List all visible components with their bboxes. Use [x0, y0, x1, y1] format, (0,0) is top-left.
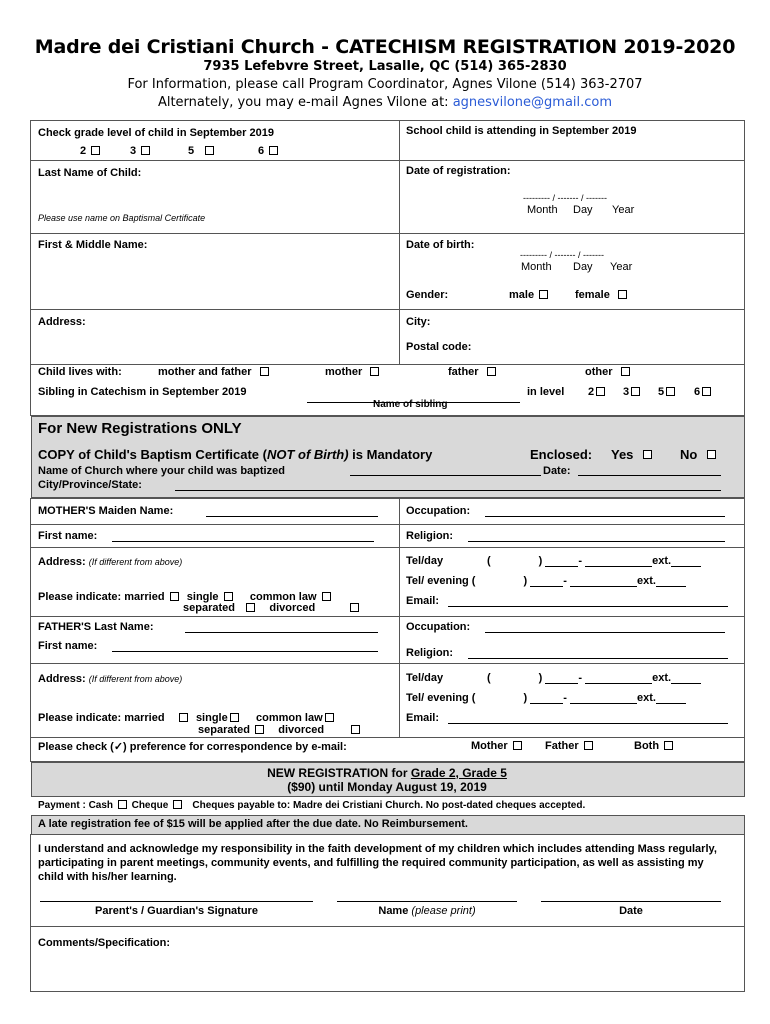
lives-with-label: Child lives with: [38, 366, 122, 378]
father-tel-evening-field[interactable]: Tel/ evening ( ) - ext. [406, 692, 686, 704]
sibling-level-label: in level [527, 386, 565, 398]
checkbox-icon [370, 367, 379, 376]
checkbox-icon [584, 741, 593, 750]
signature-field[interactable] [40, 889, 313, 902]
mother-maiden-field[interactable] [206, 505, 378, 517]
contact-email-link[interactable]: agnesvilone@gmail.com [452, 95, 613, 110]
father-email-label: Email: [406, 712, 440, 724]
mother-tel-evening-field[interactable]: Tel/ evening ( ) - ext. [406, 575, 686, 587]
day-caption: Day [573, 204, 593, 216]
father-religion-field[interactable] [468, 647, 728, 659]
checkbox-icon[interactable] [179, 713, 188, 722]
checkbox-icon [91, 146, 100, 155]
mother-marital-status-2: separated divorced [183, 602, 361, 614]
sibling-name-caption: Name of sibling [373, 399, 448, 410]
enclosed-label: Enclosed: [530, 447, 593, 462]
acknowledgement-text: I understand and acknowledge my responsibility in the faith development of my children which includes attending Mass regularly, participating in parent meetings, community events, and fulfilling the required community participation, as well as assisting my child with his/her learning. [38, 843, 717, 883]
signature-caption: Parent's / Guardian's Signature [95, 905, 258, 917]
sibling-name-field[interactable] [307, 385, 520, 397]
last-name-label: Last Name of Child: [38, 167, 142, 179]
comments-field[interactable] [38, 952, 738, 986]
lives-mother-father-option[interactable]: mother and father [158, 366, 271, 378]
correspondence-mother-option[interactable]: Mother [471, 740, 524, 752]
baptism-church-field[interactable] [350, 464, 541, 476]
mother-first-name-label: First name: [38, 530, 98, 542]
name-caption: Name (please print) [378, 905, 476, 917]
checkbox-icon [205, 146, 214, 155]
checkbox-icon [539, 290, 548, 299]
printed-name-field[interactable] [337, 889, 517, 902]
sibling-level-3[interactable]: 3 [623, 386, 642, 398]
baptism-certificate-note: COPY of Child's Baptism Certificate (NOT of Birth) is Mandatory [38, 447, 433, 462]
day-caption: Day [573, 261, 593, 273]
checkbox-icon[interactable] [170, 592, 179, 601]
father-occupation-label: Occupation: [406, 621, 471, 633]
baptism-city-label: City/Province/State: [38, 479, 142, 491]
grade-option-3[interactable]: 3 [130, 145, 152, 157]
info-line: For Information, please call Program Coordinator, Agnes Vilone (514) 363-2707 [127, 77, 643, 92]
checkbox-icon[interactable] [224, 592, 233, 601]
baptismal-note: Please use name on Baptismal Certificate [38, 213, 206, 223]
email-prefix: Alternately, you may e-mail Agnes Vilone at: [157, 95, 453, 110]
checkbox-icon [487, 367, 496, 376]
lives-mother-option[interactable]: mother [325, 366, 381, 378]
checkbox-icon[interactable] [230, 713, 239, 722]
fee-line-2: ($90) until Monday August 19, 2019 [287, 780, 487, 794]
payment-line: Payment : Cash Cheque Cheques payable to: Madre dei Cristiani Church. No post-dated cheques accepted. [38, 800, 586, 811]
month-caption: Month [521, 261, 552, 273]
gender-label: Gender: [406, 289, 449, 301]
gender-male-option[interactable]: male [509, 289, 550, 301]
checkbox-icon[interactable] [350, 603, 359, 612]
lives-father-option[interactable]: father [448, 366, 498, 378]
father-tel-day-label: Tel/day [406, 672, 444, 684]
correspondence-both-option[interactable]: Both [634, 740, 675, 752]
dob-label: Date of birth: [406, 239, 475, 251]
baptism-date-field[interactable] [578, 464, 721, 476]
checkbox-icon [141, 146, 150, 155]
registration-date-field[interactable]: --------- / ------- / ------- [523, 193, 607, 203]
signature-date-field[interactable] [541, 889, 721, 902]
email-line [0, 95, 770, 110]
year-caption: Year [612, 204, 635, 216]
checkbox-icon [643, 450, 652, 459]
school-label: School child is attending in September 2019 [406, 125, 637, 137]
father-religion-label: Religion: [406, 647, 454, 659]
checkbox-icon[interactable] [325, 713, 334, 722]
correspondence-label: Please check (✓) preference for correspondence by e-mail: [38, 741, 347, 753]
checkbox-icon [702, 387, 711, 396]
father-marital-status-2: separated divorced [198, 724, 362, 736]
father-last-name-label: FATHER'S Last Name: [38, 621, 154, 633]
dob-field[interactable]: --------- / ------- / ------- [520, 250, 604, 260]
checkbox-icon[interactable] [118, 800, 127, 809]
mother-religion-field[interactable] [468, 530, 725, 542]
father-email-field[interactable] [448, 712, 728, 724]
enclosed-no-option[interactable]: No [680, 447, 718, 462]
late-fee-note: A late registration fee of $15 will be applied after the due date. No Reimbursement. [38, 818, 468, 830]
month-caption: Month [527, 204, 558, 216]
mother-maiden-label: MOTHER'S Maiden Name: [38, 505, 174, 517]
sibling-level-6[interactable]: 6 [694, 386, 713, 398]
grade-option-2[interactable]: 2 [80, 145, 102, 157]
father-first-name-field[interactable] [112, 640, 378, 652]
baptism-church-label: Name of Church where your child was baptized [38, 465, 285, 477]
checkbox-icon [666, 387, 675, 396]
sibling-level-2[interactable]: 2 [588, 386, 607, 398]
grade-option-5[interactable]: 5 [188, 145, 216, 157]
mother-occupation-label: Occupation: [406, 505, 471, 517]
checkbox-icon [621, 367, 630, 376]
registration-date-label: Date of registration: [406, 165, 511, 177]
address-label: Address: [38, 316, 86, 328]
postal-code-label: Postal code: [406, 341, 472, 353]
checkbox-icon [269, 146, 278, 155]
checkbox-icon [631, 387, 640, 396]
father-tel-day-field[interactable]: ( ) - ext. [487, 672, 701, 684]
sibling-level-5[interactable]: 5 [658, 386, 677, 398]
mother-tel-day-label: Tel/day [406, 555, 444, 567]
gender-female-option[interactable]: female [575, 289, 629, 301]
checkbox-icon[interactable] [173, 800, 182, 809]
mother-religion-label: Religion: [406, 530, 454, 542]
mother-address-label: Address: (If different from above) [38, 556, 183, 568]
fee-line-1: NEW REGISTRATION for Grade 2, Grade 5 [267, 766, 507, 780]
enclosed-yes-option[interactable]: Yes [611, 447, 654, 462]
mother-occupation-field[interactable] [485, 505, 725, 517]
checkbox-icon[interactable] [246, 603, 255, 612]
mother-tel-day-field[interactable]: ( ) - ext. [487, 555, 701, 567]
checkbox-icon [707, 450, 716, 459]
father-last-name-field[interactable] [185, 621, 378, 633]
first-name-label: First & Middle Name: [38, 239, 148, 251]
checkbox-icon[interactable] [351, 725, 360, 734]
church-address: 7935 Lefebvre Street, Lasalle, QC (514) 365-2830 [203, 59, 567, 74]
baptism-date-label: Date: [543, 465, 571, 477]
mother-email-label: Email: [406, 595, 440, 607]
father-first-name-label: First name: [38, 640, 98, 652]
father-address-label: Address: (If different from above) [38, 673, 183, 685]
baptism-city-field[interactable] [175, 479, 721, 491]
checkbox-icon [513, 741, 522, 750]
mother-email-field[interactable] [448, 595, 728, 607]
year-caption: Year [610, 261, 633, 273]
date-caption: Date [619, 905, 643, 917]
page-title: Madre dei Cristiani Church - CATECHISM REGISTRATION 2019-2020 [34, 36, 736, 58]
city-label: City: [406, 316, 431, 328]
father-marital-status: Please indicate: married single common law [38, 712, 336, 724]
checkbox-icon[interactable] [255, 725, 264, 734]
comments-label: Comments/Specification: [38, 937, 171, 949]
checkbox-icon [664, 741, 673, 750]
checkbox-icon[interactable] [322, 592, 331, 601]
child-info-box [30, 120, 745, 416]
father-occupation-field[interactable] [485, 621, 725, 633]
grade-option-6[interactable]: 6 [258, 145, 280, 157]
checkbox-icon [260, 367, 269, 376]
mother-first-name-field[interactable] [112, 530, 374, 542]
grade-label: Check grade level of child in September 2019 [38, 127, 274, 139]
mother-marital-status: Please indicate: married single common law [38, 591, 333, 603]
lives-other-option[interactable]: other [585, 366, 632, 378]
checkbox-icon [596, 387, 605, 396]
new-registration-heading: For New Registrations ONLY [38, 420, 242, 437]
checkbox-icon [618, 290, 627, 299]
sibling-label: Sibling in Catechism in September 2019 [38, 386, 247, 398]
correspondence-father-option[interactable]: Father [545, 740, 595, 752]
